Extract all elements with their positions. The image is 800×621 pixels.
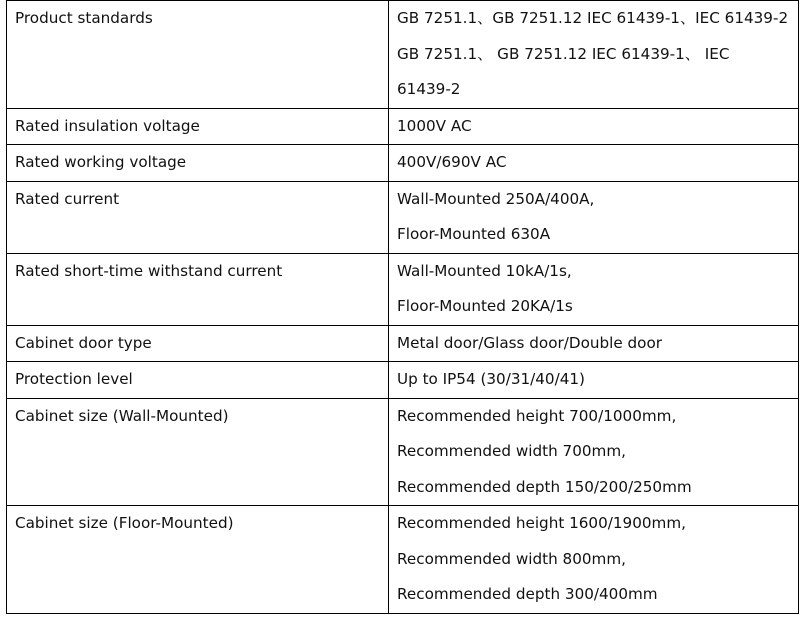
value-line: Floor-Mounted 630A — [397, 225, 551, 243]
table-row — [7, 506, 799, 614]
value-line: GB 7251.1、 GB 7251.12 IEC 61439-1、 IEC — [397, 44, 730, 63]
parameter-label: Rated current — [15, 189, 120, 208]
value-cell — [389, 398, 799, 506]
table-row — [7, 1, 799, 109]
value-cell — [389, 108, 799, 145]
parameter-cell — [7, 253, 389, 325]
value-line: Recommended width 700mm, — [397, 442, 626, 460]
parameter-cell — [7, 1, 389, 109]
table-row — [7, 108, 799, 145]
parameter-cell — [7, 108, 389, 145]
parameter-label: Rated short-time withstand current — [15, 261, 283, 280]
parameter-cell — [7, 325, 389, 362]
parameter-cell — [7, 145, 389, 182]
value-line: GB 7251.1、GB 7251.12 IEC 61439-1、IEC 61439-2 — [397, 9, 789, 27]
value-line: 61439-2 — [397, 80, 461, 98]
value-line: Metal door/Glass door/Double door — [397, 333, 662, 352]
parameter-label: Cabinet size (Wall-Mounted) — [15, 406, 229, 425]
value-cell — [389, 325, 799, 362]
value-line: 400V/690V AC — [397, 153, 507, 171]
table-row — [7, 325, 799, 362]
value-cell — [389, 253, 799, 325]
parameter-cell — [7, 506, 389, 614]
parameter-cell — [7, 181, 389, 253]
value-cell — [389, 145, 799, 182]
value-cell — [389, 506, 799, 614]
value-line: 1000V AC — [397, 116, 472, 135]
parameter-label: Rated insulation voltage — [15, 116, 200, 135]
table-row — [7, 398, 799, 506]
value-line: Up to IP54 (30/31/40/41) — [397, 370, 585, 388]
table-row — [7, 181, 799, 253]
value-line: Recommended height 1600/1900mm, — [397, 514, 686, 532]
parameter-label: Product standards — [15, 9, 153, 27]
table-row — [7, 145, 799, 182]
value-line: Recommended depth 150/200/250mm — [397, 477, 692, 496]
parameter-label: Cabinet door type — [15, 333, 152, 352]
parameter-label: Protection level — [15, 370, 133, 388]
value-cell — [389, 181, 799, 253]
parameter-cell — [7, 398, 389, 506]
value-line: Wall-Mounted 10kA/1s, — [397, 261, 572, 280]
value-cell — [389, 1, 799, 109]
value-line: Recommended depth 300/400mm — [397, 585, 658, 603]
table-row — [7, 362, 799, 399]
parameter-label: Cabinet size (Floor-Mounted) — [15, 514, 234, 532]
spec-table-body — [7, 1, 799, 614]
parameter-cell — [7, 362, 389, 399]
table-row — [7, 253, 799, 325]
value-line: Recommended width 800mm, — [397, 549, 626, 568]
parameter-label: Rated working voltage — [15, 153, 187, 171]
value-cell — [389, 362, 799, 399]
value-line: Wall-Mounted 250A/400A, — [397, 189, 595, 208]
spec-table — [6, 0, 799, 614]
value-line: Floor-Mounted 20KA/1s — [397, 297, 573, 315]
value-line: Recommended height 700/1000mm, — [397, 406, 677, 425]
